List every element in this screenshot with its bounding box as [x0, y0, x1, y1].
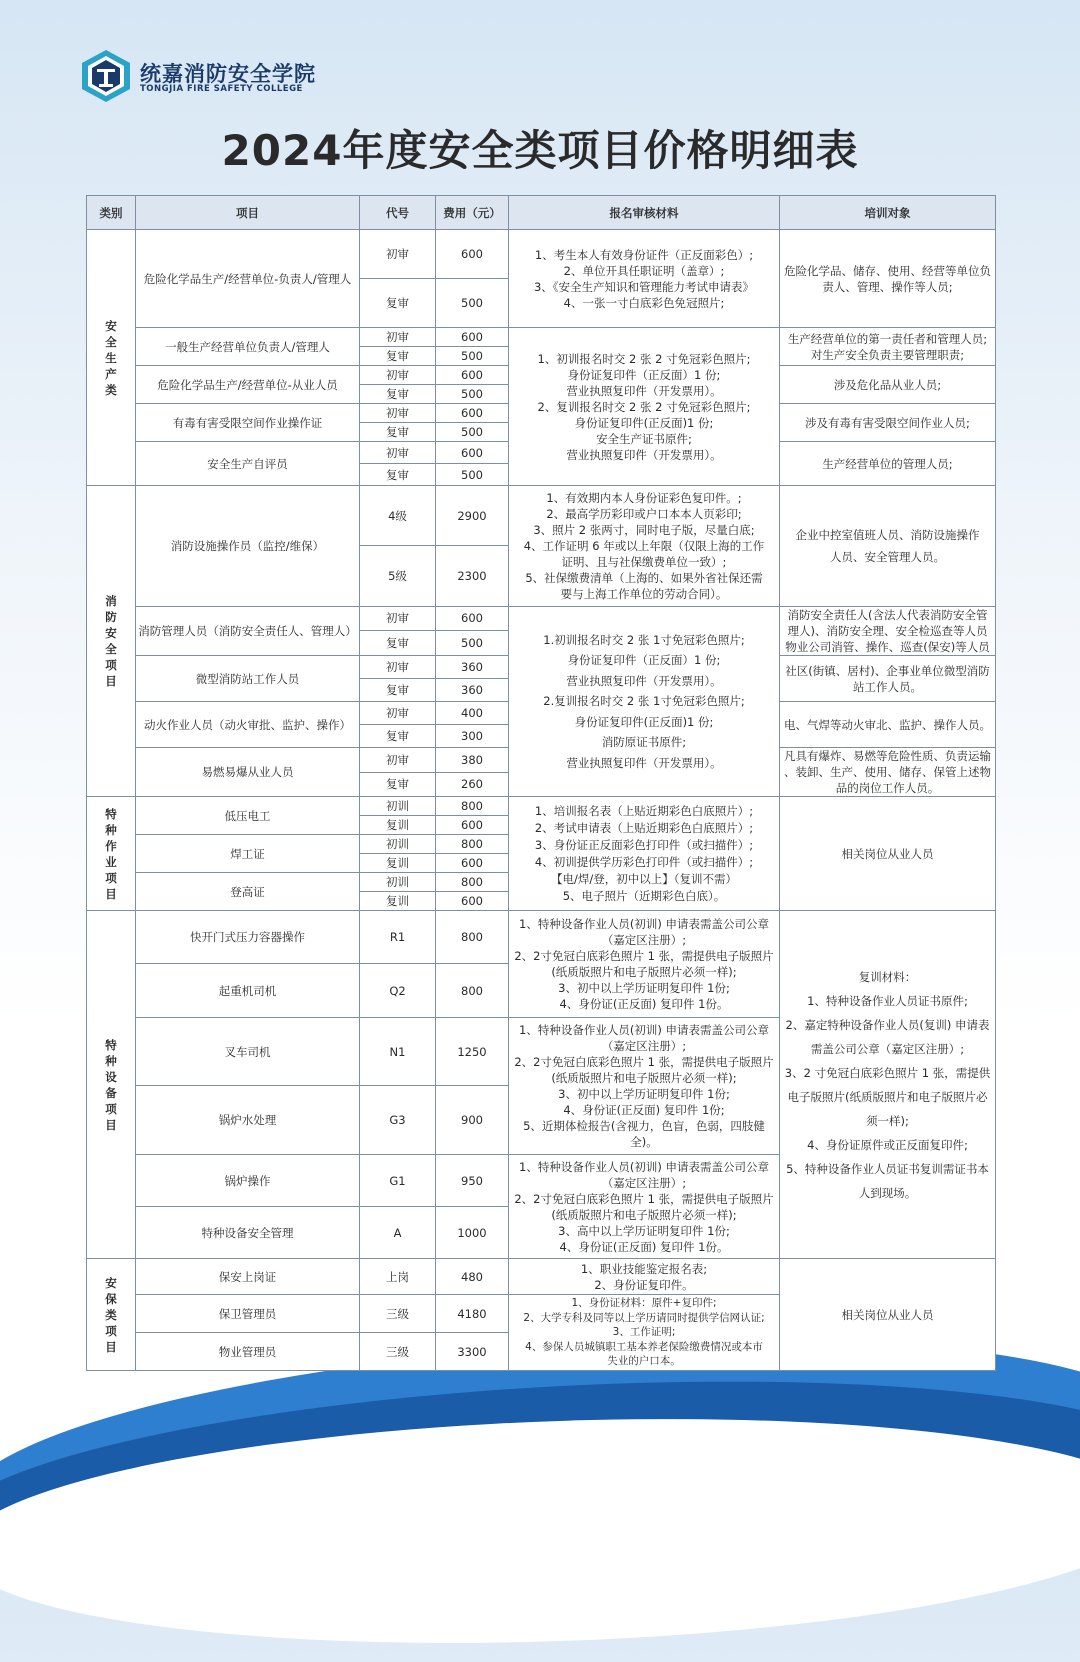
- code-cell: 复审: [360, 630, 436, 655]
- fee-cell: 500: [436, 630, 509, 655]
- header-item: 项目: [136, 196, 360, 230]
- fee-cell: 800: [436, 797, 509, 816]
- table-header-row: [87, 196, 996, 230]
- code-cell: 复审: [360, 679, 436, 702]
- code-cell: 复审: [360, 772, 436, 797]
- fee-cell: 1000: [436, 1207, 509, 1259]
- code-cell: 初训: [360, 835, 436, 854]
- code-cell: 初审: [360, 607, 436, 631]
- fee-cell: 360: [436, 679, 509, 702]
- code-cell: A: [360, 1207, 436, 1259]
- fee-cell: 600: [436, 230, 509, 279]
- item-cell: 锅炉水处理: [136, 1086, 360, 1155]
- fee-cell: 500: [436, 347, 509, 366]
- fee-cell: 900: [436, 1086, 509, 1155]
- fee-cell: 800: [436, 911, 509, 964]
- fee-cell: 950: [436, 1155, 509, 1207]
- item-cell: 锅炉操作: [136, 1155, 360, 1207]
- target-cell: 凡具有爆炸、易燃等危险性质、负责运输 、装卸、生产、使用、储存、保管上述物 品的岗位工作人员。: [780, 748, 996, 797]
- fee-cell: 600: [436, 607, 509, 631]
- requirements-cell: 1、培训报名表（上贴近期彩色白底照片）; 2、考试申请表（上贴近期彩色白底照片）; 3、身份证正反面彩色打印件（或扫描件）; 4、初训提供学历彩色打印件（或扫描件）; 【电/焊/登，初中以上】（复训不需） 5、电子照片（近期彩色白底）。: [509, 797, 780, 911]
- item-cell: 登高证: [136, 873, 360, 911]
- target-cell: 危险化学品、储存、使用、经营等单位负 责人、管理、操作等人员;: [780, 230, 996, 328]
- table-row: [87, 486, 996, 546]
- requirements-cell: 1.初训报名时交 2 张 1寸免冠彩色照片; 身份证复印件（正反面）1 份; 营业执照复印件（开发票用）。 2.复训报名时交 2 张 1寸免冠彩色照片; 身份证复印件(正反面)1 份; 消防原证书原件; 营业执照复印件（开发票用）。: [509, 607, 780, 797]
- code-cell: 复审: [360, 464, 436, 486]
- fee-cell: 600: [436, 328, 509, 347]
- item-cell: 起重机司机: [136, 964, 360, 1018]
- code-cell: Q2: [360, 964, 436, 1018]
- fee-cell: 600: [436, 404, 509, 423]
- code-cell: 三级: [360, 1333, 436, 1371]
- org-name-en: TONGJIA FIRE SAFETY COLLEGE: [140, 84, 303, 94]
- item-cell: 叉车司机: [136, 1018, 360, 1086]
- code-cell: 复审: [360, 385, 436, 404]
- fee-cell: 360: [436, 656, 509, 679]
- category-safety-production: 安全生产类: [87, 230, 136, 486]
- fee-cell: 3300: [436, 1333, 509, 1371]
- table-row: [87, 230, 996, 279]
- item-cell: 特种设备安全管理: [136, 1207, 360, 1259]
- code-cell: R1: [360, 911, 436, 964]
- fee-cell: 800: [436, 835, 509, 854]
- target-cell: 消防安全责任人(含法人代表消防安全管 理人)、消防安全理、安全检巡查等人员 物业公司消管、操作、巡查(保安)等人员: [780, 607, 996, 656]
- fee-cell: 600: [436, 854, 509, 873]
- requirements-cell: 1、考生本人有效身份证件（正反面彩色）; 2、单位开具任职证明（盖章）; 3、《安全生产知识和管理能力考试申请表》 4、一张一寸白底彩色免冠照片;: [509, 230, 780, 328]
- target-cell: 涉及危化品从业人员;: [780, 366, 996, 404]
- fee-cell: 500: [436, 279, 509, 328]
- category-special-operation: 特种作业项目: [87, 797, 136, 911]
- fee-cell: 800: [436, 873, 509, 892]
- fee-cell: 2300: [436, 546, 509, 607]
- code-cell: 上岗: [360, 1259, 436, 1295]
- requirements-cell: 1、初训报名时交 2 张 2 寸免冠彩色照片; 身份证复印件（正反面）1 份; 营业执照复印件（开发票用）。 2、复训报名时交 2 张 2 寸免冠彩色照片; 身份证复印件(正反面)1 份; 安全生产证书原件; 营业执照复印件（开发票用）。: [509, 328, 780, 486]
- table-row: [87, 911, 996, 964]
- fee-cell: 260: [436, 772, 509, 797]
- code-cell: 复审: [360, 725, 436, 748]
- code-cell: 初审: [360, 748, 436, 773]
- item-cell: 危险化学品生产/经营单位-从业人员: [136, 366, 360, 404]
- requirements-cell: 1、特种设备作业人员(初训) 申请表需盖公司公章 （嘉定区注册）; 2、2寸免冠白底彩色照片 1 张，需提供电子版照片 (纸质版照片和电子版照片必须一样); 3、初中以上学历证明复印件 1份; 4、身份证(正反面) 复印件 1份。: [509, 911, 780, 1018]
- fee-cell: 480: [436, 1259, 509, 1295]
- target-cell: 生产经营单位的管理人员;: [780, 442, 996, 486]
- code-cell: 初审: [360, 656, 436, 679]
- table-row: [87, 607, 996, 631]
- fee-cell: 380: [436, 748, 509, 773]
- fee-cell: 500: [436, 464, 509, 486]
- target-cell: 相关岗位从业人员: [780, 1259, 996, 1371]
- code-cell: 5级: [360, 546, 436, 607]
- target-cell: 社区(街镇、居村)、企事业单位微型消防 站工作人员。: [780, 656, 996, 702]
- target-cell: 涉及有毒有害受限空间作业人员;: [780, 404, 996, 442]
- item-cell: 危险化学品生产/经营单位-负责人/管理人: [136, 230, 360, 328]
- fee-cell: 1250: [436, 1018, 509, 1086]
- target-cell: 生产经营单位的第一责任者和管理人员; 对生产安全负责主要管理职责;: [780, 328, 996, 366]
- code-cell: G1: [360, 1155, 436, 1207]
- fee-cell: 600: [436, 442, 509, 464]
- price-table: [86, 195, 996, 1371]
- fee-cell: 4180: [436, 1295, 509, 1333]
- code-cell: 初训: [360, 797, 436, 816]
- requirements-cell: 1、身份证材料：原件+复印件; 2、大学专科及同等以上学历请同时提供学信网认证; 3、工作证明; 4、参保人员城镇职工基本养老保险缴费情况或本市 失业的户口本。: [509, 1295, 780, 1371]
- shield-hydrant-logo: [78, 48, 134, 104]
- category-special-equipment: 特种设备项目: [87, 911, 136, 1259]
- page-title: 2024年度安全类项目价格明细表: [221, 126, 859, 175]
- item-cell: 快开门式压力容器操作: [136, 911, 360, 964]
- code-cell: 初审: [360, 230, 436, 279]
- code-cell: G3: [360, 1086, 436, 1155]
- fee-cell: 400: [436, 702, 509, 725]
- fee-cell: 800: [436, 964, 509, 1018]
- item-cell: 消防设施操作员（监控/维保）: [136, 486, 360, 607]
- code-cell: 初审: [360, 328, 436, 347]
- code-cell: 初审: [360, 404, 436, 423]
- category-fire-safety: 消防安全项目: [87, 486, 136, 797]
- header-code: 代号: [360, 196, 436, 230]
- org-name-cn: 统嘉消防安全学院: [140, 62, 316, 86]
- item-cell: 保卫管理员: [136, 1295, 360, 1333]
- fee-cell: 300: [436, 725, 509, 748]
- fee-cell: 600: [436, 366, 509, 385]
- code-cell: 复审: [360, 423, 436, 442]
- requirements-cell: 1、有效期内本人身份证彩色复印件。; 2、最高学历彩印或户口本本人页彩印; 3、照片 2 张两寸，同时电子版，尽量白底; 4、工作证明 6 年或以上年限（仅限上海的工作 证明、且与社保缴费单位一致）; 5、社保缴费清单（上海的、如果外省社保还需 要与上海工作单位的劳动合同）。: [509, 486, 780, 607]
- item-cell: 保安上岗证: [136, 1259, 360, 1295]
- target-cell: 电、气焊等动火审北、监护、操作人员。: [780, 702, 996, 748]
- code-cell: 初审: [360, 366, 436, 385]
- item-cell: 微型消防站工作人员: [136, 656, 360, 702]
- item-cell: 物业管理员: [136, 1333, 360, 1371]
- code-cell: 初训: [360, 873, 436, 892]
- code-cell: 三级: [360, 1295, 436, 1333]
- item-cell: 易燃易爆从业人员: [136, 748, 360, 797]
- item-cell: 一般生产经营单位负责人/管理人: [136, 328, 360, 366]
- code-cell: 4级: [360, 486, 436, 546]
- code-cell: 初审: [360, 442, 436, 464]
- header-requirements: 报名审核材料: [509, 196, 780, 230]
- item-cell: 动火作业人员（动火审批、监护、操作）: [136, 702, 360, 748]
- code-cell: 复审: [360, 347, 436, 366]
- fee-cell: 600: [436, 816, 509, 835]
- item-cell: 消防管理人员（消防安全责任人、管理人）: [136, 607, 360, 656]
- code-cell: 复训: [360, 816, 436, 835]
- code-cell: 复审: [360, 279, 436, 328]
- target-cell: 相关岗位从业人员: [780, 797, 996, 911]
- header-target: 培训对象: [780, 196, 996, 230]
- target-cell: 复训材料： 1、特种设备作业人员证书原件; 2、嘉定特种设备作业人员(复训) 申请表 需盖公司公章（嘉定区注册）; 3、2 寸免冠白底彩色照片 1 张，需提供 电子版照片(纸质版照片和电子版照片必 须一样); 4、身份证原件或正反面复印件; 5、特种设备作业人员证书复训需证书本 人到现场。: [780, 911, 996, 1259]
- header-fee: 费用（元）: [436, 196, 509, 230]
- header-category: 类别: [87, 196, 136, 230]
- requirements-cell: 1、特种设备作业人员(初训) 申请表需盖公司公章 （嘉定区注册）; 2、2寸免冠白底彩色照片 1 张，需提供电子版照片 (纸质版照片和电子版照片必须一样); 3、初中以上学历证明复印件 1份; 4、身份证(正反面) 复印件 1份; 5、近期体检报告(含视力，色盲，色弱，四肢健全)。: [509, 1018, 780, 1155]
- item-cell: 焊工证: [136, 835, 360, 873]
- code-cell: 初审: [360, 702, 436, 725]
- item-cell: 低压电工: [136, 797, 360, 835]
- code-cell: N1: [360, 1018, 436, 1086]
- code-cell: 复训: [360, 854, 436, 873]
- item-cell: 安全生产自评员: [136, 442, 360, 486]
- table-row: [87, 1259, 996, 1295]
- fee-cell: 500: [436, 423, 509, 442]
- table-row: [87, 797, 996, 816]
- category-security: 安保类项目: [87, 1259, 136, 1371]
- item-cell: 有毒有害受限空间作业操作证: [136, 404, 360, 442]
- fee-cell: 600: [436, 892, 509, 911]
- fee-cell: 500: [436, 385, 509, 404]
- requirements-cell: 1、特种设备作业人员(初训) 申请表需盖公司公章 （嘉定区注册）; 2、2寸免冠白底彩色照片 1 张，需提供电子版照片 (纸质版照片和电子版照片必须一样); 3、高中以上学历证明复印件 1份; 4、身份证(正反面) 复印件 1份。: [509, 1155, 780, 1259]
- table-row: [87, 328, 996, 347]
- fee-cell: 2900: [436, 486, 509, 546]
- target-cell: 企业中控室值班人员、消防设施操作 人员、安全管理人员。: [780, 486, 996, 607]
- code-cell: 复训: [360, 892, 436, 911]
- requirements-cell: 1、职业技能鉴定报名表; 2、身份证复印件。: [509, 1259, 780, 1295]
